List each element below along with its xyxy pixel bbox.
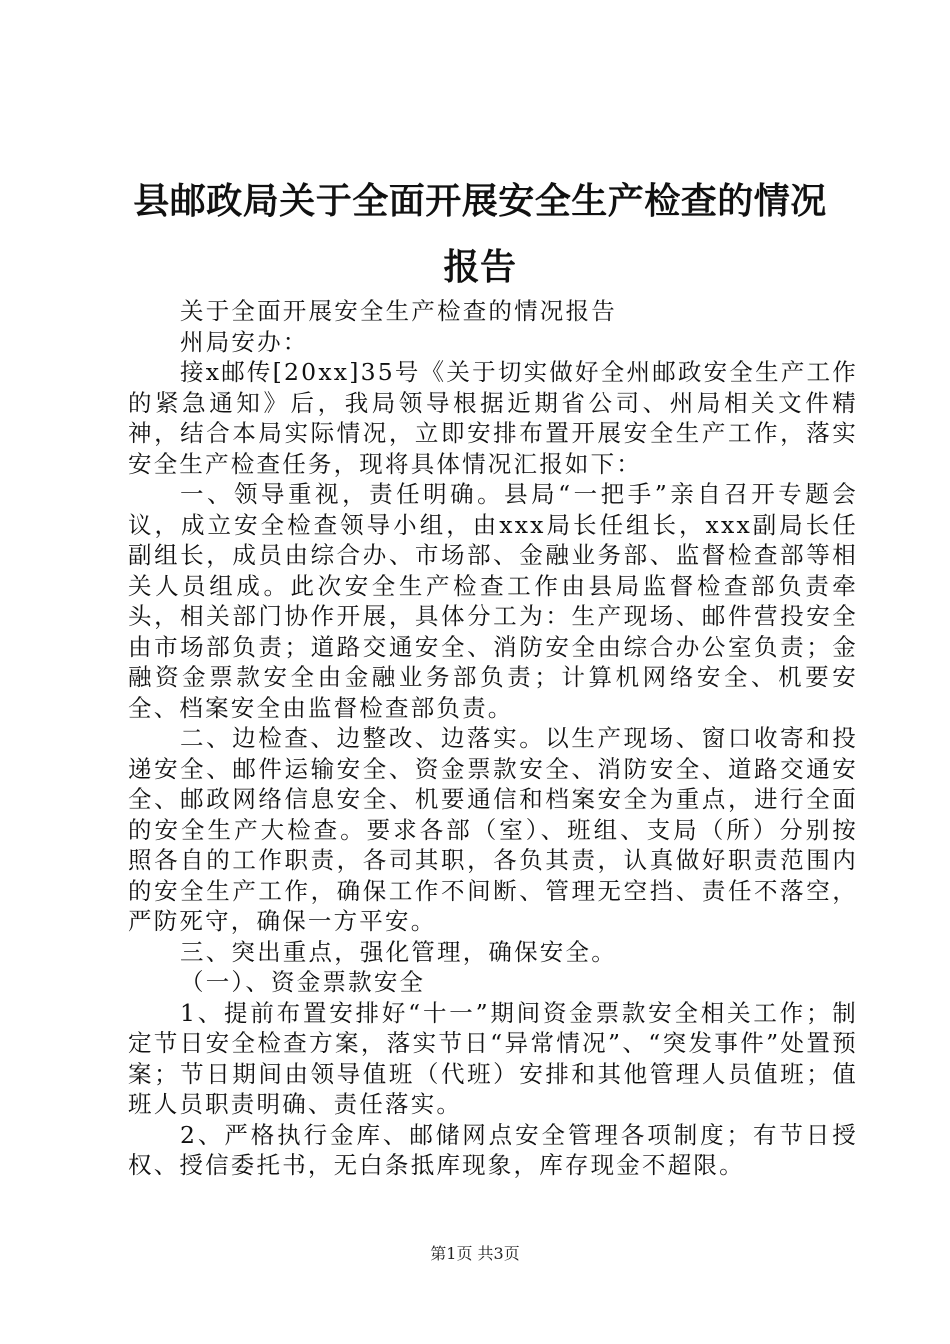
document-subtitle: 关于全面开展安全生产检查的情况报告 (180, 297, 617, 325)
paragraph-item-1: 1、提前布置安排好“十一”期间资金票款安全相关工作；制定节日安全检查方案，落实节日“异常情况”、“突发事件”处置预案；节日期间由领导值班（代班）安排和其他管理人员值班；值班人员职责明确、责任落实。 (128, 998, 858, 1118)
document-title: 县邮政局关于全面开展安全生产检查的情况报告 (133, 180, 827, 288)
paragraph-intro: 接x邮传[20xx]35号《关于切实做好全州邮政安全生产工作的紧急通知》后，我局领导根据近期省公司、州局相关文件精神，结合本局实际情况，立即安排布置开展安全生产工作，落实安全生产检查任务，现将具体情况汇报如下： (128, 358, 858, 478)
paragraph-section-1: 一、领导重视，责任明确。县局“一把手”亲自召开专题会议，成立安全检查领导小组，由xxx局长任组长，xxx副局长任副组长，成员由综合办、市场部、金融业务部、监督检查部等相关人员组成。此次安全生产检查工作由县局监督检查部负责牵头，相关部门协作开展，具体分工为：生产现场、邮件营投安全由市场部负责；道路交通安全、消防安全由综合办公室负责；金融资金票款安全由金融业务部负责；计算机网络安全、机要安全、档案安全由监督检查部负责。 (128, 480, 858, 722)
salutation: 州局安办： (180, 327, 309, 356)
paragraph-item-2: 2、严格执行金库、邮储网点安全管理各项制度；有节日授权、授信委托书，无白条抵库现象，库存现金不超限。 (128, 1120, 858, 1179)
page-number-footer: 第1页 共3页 (430, 1244, 520, 1263)
paragraph-section-2: 二、边检查、边整改、边落实。以生产现场、窗口收寄和投递安全、邮件运输安全、资金票款安全、消防安全、道路交通安全、邮政网络信息安全、机要通信和档案安全为重点，进行全面的安全生产大检查。要求各部（室）、班组、支局（所）分别按照各自的工作职责，各司其职，各负其责，认真做好职责范围内的安全生产工作，确保工作不间断、管理无空挡、责任不落空，严防死守，确保一方平安。 (128, 724, 858, 935)
paragraph-subsection-1-heading: （一）、资金票款安全 (180, 968, 426, 996)
document-body (128, 296, 858, 1181)
paragraph-section-3-heading: 三、突出重点，强化管理，确保安全。 (180, 937, 617, 966)
